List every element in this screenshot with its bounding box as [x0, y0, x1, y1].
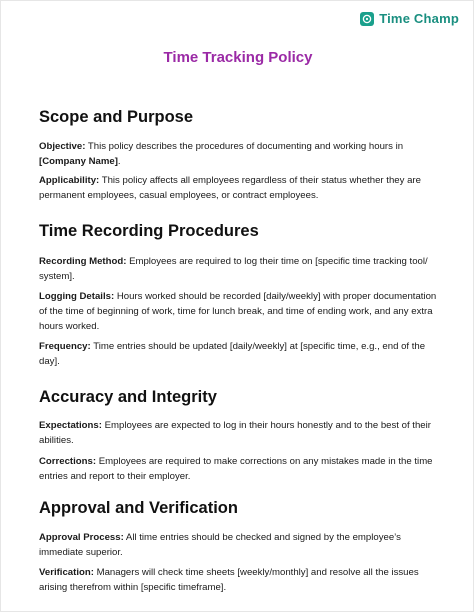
paragraph-frequency — [39, 339, 443, 369]
paragraph-approval-process — [39, 530, 443, 560]
section-heading-procedures: Time Recording Procedures — [39, 222, 259, 240]
paragraph-label: Objective: — [39, 141, 86, 152]
paragraph-label: Expectations: — [39, 420, 102, 431]
section-heading-approval: Approval and Verification — [39, 499, 238, 517]
paragraph-text: Employees are required to log their time on [specific time tracking tool/ system]. — [39, 256, 428, 282]
paragraph-expectations — [39, 418, 443, 448]
paragraph-text: This policy affects all employees regardless of their status whether they are permanent employees, casual employees, or contract employees. — [39, 175, 421, 201]
paragraph-label: Applicability: — [39, 175, 100, 186]
paragraph-text: Hours worked should be recorded [daily/weekly] with proper documentation of the time of beginning of work, time for lunch break, and time of ending work, and any extra hours worked. — [39, 291, 437, 332]
paragraph-applicability — [39, 173, 443, 203]
paragraph-label: Approval Process: — [39, 532, 124, 543]
section-heading-scope: Scope and Purpose — [39, 108, 194, 126]
paragraph-text: Time entries should be updated [daily/weekly] at [specific time, e.g., end of the day]. — [39, 341, 426, 367]
paragraph-text: Employees are expected to log in their hours honestly and to the best of their abilities. — [39, 420, 431, 446]
paragraph-logging-details — [39, 289, 443, 334]
paragraph-text: This policy describes the procedures of documenting and working hours in — [85, 141, 404, 152]
paragraph-label: Recording Method: — [39, 256, 127, 267]
paragraph-text: Employees are required to make corrections on any mistakes made in the time entries and report to their employer. — [39, 456, 433, 482]
paragraph-recording-method — [39, 254, 443, 284]
paragraph-text: Managers will check time sheets [weekly/monthly] and resolve all the issues arising therefrom within [specific timeframe]. — [39, 567, 419, 593]
paragraph-label: Corrections: — [39, 456, 97, 467]
clock-logo-icon — [360, 12, 374, 26]
section-heading-accuracy: Accuracy and Integrity — [39, 388, 217, 406]
paragraph-label: Logging Details: — [39, 291, 115, 302]
brand-logo — [360, 11, 459, 26]
paragraph-corrections — [39, 454, 443, 484]
paragraph-label: Verification: — [39, 567, 94, 578]
paragraph-text: All time entries should be checked and signed by the employee’s immediate superior. — [39, 532, 401, 558]
paragraph-verification — [39, 565, 443, 595]
paragraph-tail: . — [117, 156, 121, 167]
paragraph-label: Frequency: — [39, 341, 91, 352]
paragraph-objective — [39, 139, 443, 169]
document-title: Time Tracking Policy — [163, 49, 313, 66]
company-name-placeholder: [Company Name] — [39, 156, 118, 167]
brand-name: Time Champ — [379, 11, 459, 26]
